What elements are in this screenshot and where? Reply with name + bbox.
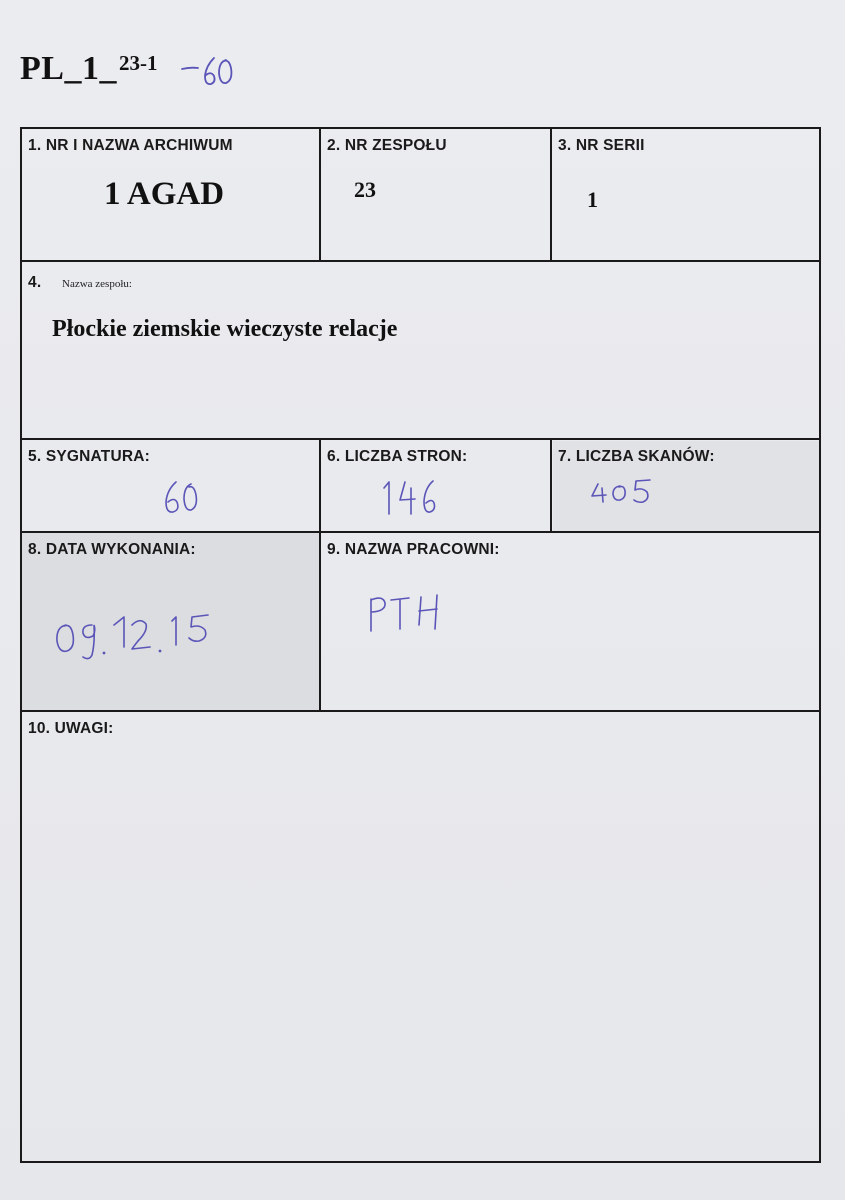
page-count-label: 6. LICZBA STRON: — [327, 448, 468, 465]
fonds-number-label: 2. NR ZESPOŁU — [327, 137, 447, 154]
fonds-number-value: 23 — [354, 177, 376, 202]
reference-code-main: PL_1_ — [20, 50, 117, 87]
fonds-name-value: Płockie ziemskie wieczyste relacje — [52, 316, 398, 342]
dot — [103, 652, 106, 655]
series-number-value: 1 — [587, 187, 598, 212]
scan-count-handwritten-value — [588, 474, 668, 510]
reference-code-suffix: 23-1 — [118, 51, 158, 75]
workshop-cell — [321, 533, 819, 710]
signature-label: 5. SYGNATURA: — [28, 448, 151, 465]
series-number-cell — [552, 129, 819, 260]
archive-value: 1 AGAD — [104, 176, 225, 212]
fonds-name-label: Nazwa zespołu: — [62, 278, 132, 290]
scan-count-cell — [552, 440, 819, 531]
notes-label: 10. UWAGI: — [28, 720, 114, 737]
handwritten-reference-number — [178, 52, 248, 92]
fonds-name-cell — [22, 262, 819, 438]
signature-handwritten-value — [160, 478, 210, 518]
workshop-handwritten-value — [367, 591, 447, 641]
metadata-form — [20, 127, 821, 1163]
signature-cell — [22, 440, 319, 531]
page-count-cell — [321, 440, 550, 531]
notes-cell — [22, 712, 819, 1161]
date-cell — [22, 533, 319, 710]
series-number-label: 3. NR SERII — [558, 137, 645, 154]
archive-label: 1. NR I NAZWA ARCHIWUM — [28, 137, 233, 154]
date-handwritten-value — [52, 611, 222, 663]
fonds-name-number: 4. — [28, 274, 42, 291]
archive-cell — [22, 129, 319, 260]
date-label: 8. DATA WYKONANIA: — [28, 541, 196, 558]
scan-count-label: 7. LICZBA SKANÓW: — [558, 448, 715, 465]
workshop-label: 9. NAZWA PRACOWNI: — [327, 541, 500, 558]
reference-code — [20, 50, 157, 88]
dot — [159, 650, 162, 653]
fonds-number-cell — [321, 129, 550, 260]
page-count-handwritten-value — [379, 476, 445, 520]
